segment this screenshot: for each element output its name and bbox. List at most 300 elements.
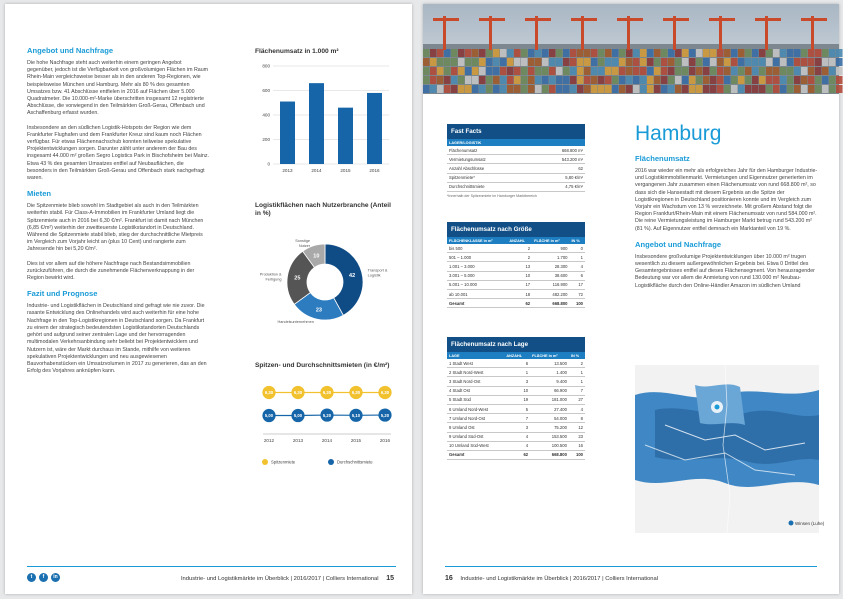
slice-category-label: Sonstige	[295, 239, 311, 244]
table-header-row	[447, 139, 585, 146]
container	[640, 58, 647, 66]
location-table-title: Flächenumsatz nach Lage	[447, 337, 585, 352]
table-row	[447, 271, 585, 280]
container	[829, 58, 836, 66]
container	[626, 49, 633, 57]
container	[780, 49, 787, 57]
container	[766, 85, 773, 93]
crane-boom	[801, 18, 827, 21]
left-footer	[5, 562, 412, 594]
container	[724, 76, 731, 84]
container	[500, 49, 507, 57]
container	[696, 76, 703, 84]
container	[500, 58, 507, 66]
container	[682, 58, 689, 66]
data-label: 6,30	[293, 390, 303, 396]
container	[745, 49, 752, 57]
container	[759, 49, 766, 57]
container	[780, 58, 787, 66]
container	[430, 49, 437, 57]
location-grid	[447, 352, 585, 460]
table-row	[447, 395, 585, 404]
container	[451, 85, 458, 93]
table-cell: 1.400	[530, 368, 569, 377]
container	[542, 58, 549, 66]
table-cell: 5 Stadt Süd	[447, 395, 504, 404]
container	[598, 67, 605, 75]
container	[563, 85, 570, 93]
container	[773, 67, 780, 75]
container	[563, 76, 570, 84]
container	[507, 49, 514, 57]
table-cell: ab 10.001	[447, 289, 507, 298]
twitter-icon[interactable]: t	[27, 573, 36, 582]
container	[682, 76, 689, 84]
container	[808, 67, 815, 75]
container	[584, 67, 591, 75]
table-cell: 28.300	[532, 262, 569, 271]
container	[591, 67, 598, 75]
container	[787, 58, 794, 66]
table-cell: 5	[504, 404, 530, 413]
container	[780, 85, 787, 93]
table-cell: 13.500	[530, 359, 569, 368]
column-header: FLÄCHENKLASSE in m²	[447, 237, 507, 244]
table-cell: 5,80 €/m²	[532, 173, 585, 182]
table-cell: 3	[504, 377, 530, 386]
table-cell: Spitzenmiete*	[447, 173, 532, 182]
slice-value-label: 10	[313, 253, 320, 260]
data-label: 6,30	[351, 390, 361, 396]
container	[598, 58, 605, 66]
table-cell: 10 Umland Süd-West	[447, 441, 504, 450]
container	[633, 49, 640, 57]
container	[423, 58, 430, 66]
x-tick-label: 2014	[321, 438, 333, 443]
fast-facts-note: *Innerhalb der Spitzenmiete im Hamburger Marktbereich	[447, 193, 537, 198]
table-row	[447, 289, 585, 298]
container	[521, 58, 528, 66]
table-cell: 4 Stadt Ost	[447, 386, 504, 395]
container	[801, 58, 808, 66]
facebook-icon[interactable]: f	[39, 573, 48, 582]
crane-boom	[525, 18, 551, 21]
container	[661, 76, 668, 84]
container	[689, 76, 696, 84]
table-cell: 482.200	[532, 289, 569, 298]
x-tick-label: 2013	[292, 438, 304, 443]
table-header-row	[447, 352, 585, 359]
container	[745, 58, 752, 66]
container	[563, 58, 570, 66]
container	[633, 58, 640, 66]
table-cell: 3 Stadt Nord-Ost	[447, 377, 504, 386]
container	[458, 58, 465, 66]
container	[731, 85, 738, 93]
table-cell: 72	[570, 289, 586, 298]
container	[668, 49, 675, 57]
container	[808, 76, 815, 84]
container	[675, 67, 682, 75]
container	[815, 85, 822, 93]
container	[605, 49, 612, 57]
container	[675, 85, 682, 93]
table-cell: 7 Umland Nord-Ost	[447, 414, 504, 423]
container	[493, 49, 500, 57]
container	[647, 67, 654, 75]
container	[542, 85, 549, 93]
container	[486, 49, 493, 57]
container	[766, 67, 773, 75]
table-header-row	[447, 237, 585, 244]
container	[570, 67, 577, 75]
container	[759, 58, 766, 66]
table-cell: 1	[569, 368, 585, 377]
container	[647, 58, 654, 66]
bar-chart-title: Flächenumsatz in 1.000 m²	[255, 48, 339, 55]
container	[598, 76, 605, 84]
bar-chart	[255, 60, 395, 178]
bar-2013	[280, 102, 295, 164]
container	[563, 49, 570, 57]
container	[486, 76, 493, 84]
container	[591, 49, 598, 57]
table-cell: 4	[569, 404, 585, 413]
container	[556, 58, 563, 66]
container	[556, 49, 563, 57]
container	[472, 76, 479, 84]
bar-2014	[309, 83, 324, 164]
data-label: 5,10	[351, 412, 361, 418]
table-cell: 8	[569, 414, 585, 423]
container	[472, 67, 479, 75]
size-table-title: Flächenumsatz nach Größe	[447, 222, 585, 237]
container	[787, 85, 794, 93]
container	[521, 76, 528, 84]
container	[570, 58, 577, 66]
container	[549, 76, 556, 84]
table-cell: Vermietungsumsatz	[447, 155, 532, 164]
container	[514, 76, 521, 84]
container	[437, 58, 444, 66]
container	[458, 49, 465, 57]
container	[535, 76, 542, 84]
fast-facts-grid	[447, 139, 585, 192]
container	[458, 85, 465, 93]
crane-boom	[709, 18, 735, 21]
container	[794, 76, 801, 84]
container	[696, 49, 703, 57]
rent-chart	[255, 376, 395, 472]
rent-chart-title: Spitzen- und Durchschnittsmieten (in €/m²)	[255, 362, 390, 369]
container	[808, 58, 815, 66]
container	[766, 58, 773, 66]
container	[682, 49, 689, 57]
container	[668, 85, 675, 93]
container	[759, 67, 766, 75]
y-tick-label: 200	[262, 137, 270, 143]
data-label: 6,30	[380, 390, 390, 396]
table-cell: 100	[570, 299, 586, 308]
container	[647, 76, 654, 84]
container	[493, 67, 500, 75]
table-cell: 1	[504, 368, 530, 377]
paragraph: Die hohe Nachfrage steht auch weiterhin einem geringen Angebot gegenüber, jedoch ist die Verfügbarkeit von großvolumigen Flächen im Raum Rhein-Main vergleichsweise besser als in den anderen Top-Regionen, wie beispielsweise München und Hamburg. Mehr als 80 % des gesamten Umsatzes bzw. 41 Abschlüsse entfielen in 2016 auf Flächen über 5.000 Quadratmeter. Die 10.000-m²-Marke überschritten insgesamt 12 registrierte Abschlüsse, die vorwiegend in den Teilmärkten Groß-Gerau, Offenbach und Aschaffenburg erfasst wurden.	[27, 60, 209, 117]
table-cell: 116.900	[532, 280, 569, 289]
table-cell: 27	[569, 395, 585, 404]
table-cell: 12	[569, 423, 585, 432]
table-cell: Gesamt	[447, 450, 504, 459]
container	[465, 85, 472, 93]
container	[654, 67, 661, 75]
table-cell: 16	[569, 441, 585, 450]
container	[528, 49, 535, 57]
container	[703, 58, 710, 66]
container	[829, 67, 836, 75]
container	[528, 58, 535, 66]
container	[556, 76, 563, 84]
column-header: LAGE	[447, 352, 504, 359]
legend-label: Spitzenmiete	[271, 459, 296, 465]
container	[472, 49, 479, 57]
footer-rule	[27, 566, 396, 567]
container	[668, 58, 675, 66]
container	[738, 85, 745, 93]
container	[794, 85, 801, 93]
table-cell: 100	[569, 450, 585, 459]
table-cell: 181.000	[530, 395, 569, 404]
container	[619, 49, 626, 57]
hamburg-map	[635, 365, 825, 533]
container	[815, 49, 822, 57]
container	[437, 67, 444, 75]
table-cell: 7	[504, 414, 530, 423]
crane-boom	[479, 18, 505, 21]
container	[444, 58, 451, 66]
container	[612, 67, 619, 75]
container	[507, 85, 514, 93]
container	[654, 49, 661, 57]
x-tick-label: 2016	[379, 438, 391, 443]
container	[556, 85, 563, 93]
container	[738, 49, 745, 57]
container	[766, 49, 773, 57]
container	[815, 58, 822, 66]
container	[528, 85, 535, 93]
table-cell: 62	[532, 164, 585, 173]
container	[717, 85, 724, 93]
table-cell: 1 Stadt West	[447, 359, 504, 368]
crane-mast	[443, 16, 446, 50]
container	[794, 67, 801, 75]
container	[444, 76, 451, 84]
table-row	[447, 182, 585, 191]
table-cell: 9 Umland Süd-Ost	[447, 432, 504, 441]
container	[752, 76, 759, 84]
container	[661, 58, 668, 66]
data-label: 5,00	[264, 413, 274, 419]
container	[479, 67, 486, 75]
container	[451, 76, 458, 84]
table-cell: 3.001 – 5.000	[447, 271, 507, 280]
footer-caption: Industrie- und Logistikmärkte im Überblick | 2016/2017 | Colliers International	[460, 576, 659, 582]
bar-chart-block	[255, 48, 395, 178]
container	[507, 67, 514, 75]
table-cell: Durchschnittsmiete	[447, 182, 532, 191]
container	[549, 85, 556, 93]
container	[836, 67, 843, 75]
container	[612, 76, 619, 84]
container	[759, 76, 766, 84]
container	[633, 67, 640, 75]
container	[598, 49, 605, 57]
table-cell: 6 Umland Nord-West	[447, 404, 504, 413]
table-row	[447, 377, 585, 386]
legend-label: Durchschnittsmiete	[337, 459, 373, 465]
crane-boom	[571, 18, 597, 21]
container	[661, 67, 668, 75]
data-label: 5,20	[380, 412, 390, 418]
paragraph: Dies ist vor allem auf die höhere Nachfrage nach Bestandsimmobilien zurückzuführen, die durch die zunehmende Flächenverknappung in der Region bewirkt wird.	[27, 260, 195, 282]
container	[570, 85, 577, 93]
left-page	[5, 4, 412, 594]
container	[689, 58, 696, 66]
table-total-row	[447, 299, 585, 308]
container	[472, 58, 479, 66]
table-cell: 2	[507, 244, 532, 253]
footer-text	[181, 575, 394, 582]
table-cell: 1.700	[532, 253, 569, 262]
data-label: 6,30	[322, 390, 332, 396]
section-heading: Fazit und Prognose	[27, 289, 98, 299]
container	[493, 76, 500, 84]
container	[451, 49, 458, 57]
container	[710, 58, 717, 66]
container	[549, 67, 556, 75]
container	[710, 76, 717, 84]
y-tick-label: 800	[262, 63, 270, 69]
container	[787, 67, 794, 75]
container	[570, 76, 577, 84]
container	[675, 58, 682, 66]
footer-caption: Industrie- und Logistikmärkte im Überblick | 2016/2017 | Colliers International	[180, 576, 379, 582]
container	[591, 76, 598, 84]
container	[465, 67, 472, 75]
container	[696, 58, 703, 66]
linkedin-icon[interactable]: in	[51, 573, 60, 582]
x-tick-label: 2015	[340, 168, 351, 173]
container	[514, 58, 521, 66]
container	[486, 67, 493, 75]
container	[612, 49, 619, 57]
container	[577, 58, 584, 66]
container	[465, 76, 472, 84]
slice-value-label: 23	[315, 307, 322, 314]
table-cell: 2	[507, 253, 532, 262]
container	[549, 58, 556, 66]
location-rows	[447, 359, 585, 460]
container	[584, 85, 591, 93]
container	[822, 58, 829, 66]
container	[717, 58, 724, 66]
footer-rule	[445, 566, 817, 567]
container	[612, 85, 619, 93]
container	[423, 85, 430, 93]
container	[668, 67, 675, 75]
bar-2016	[367, 93, 382, 164]
table-cell: 6	[504, 359, 530, 368]
table-cell: 8 Umland Ost	[447, 423, 504, 432]
container	[514, 49, 521, 57]
container	[528, 76, 535, 84]
table-cell: 3	[504, 423, 530, 432]
right-text-column	[635, 122, 819, 297]
table-row	[447, 146, 585, 155]
container	[514, 85, 521, 93]
container	[829, 49, 836, 57]
container	[479, 58, 486, 66]
container	[535, 58, 542, 66]
container	[444, 67, 451, 75]
container	[563, 67, 570, 75]
container	[773, 76, 780, 84]
container	[542, 49, 549, 57]
container	[752, 67, 759, 75]
slice-value-label: 42	[349, 273, 356, 280]
container	[654, 85, 661, 93]
container	[514, 67, 521, 75]
container	[752, 58, 759, 66]
container	[605, 67, 612, 75]
container	[759, 85, 766, 93]
container	[507, 58, 514, 66]
legend-swatch	[328, 459, 334, 465]
donut-chart-block	[255, 202, 395, 338]
table-cell: 7	[569, 386, 585, 395]
table-row	[447, 280, 585, 289]
slice-category-label: Nutzer	[298, 244, 311, 249]
paragraph: Die Spitzenmiete blieb sowohl im Stadtgebiet als auch in den Teilmärkten weiterhin stabil. Für Class-A-Immobilien im Frankfurter Umland liegt die Spitzenmiete auch in 2016 bei 6,30 €/m². Frankfurt ist damit nach München (6,85 €/m²) weiterhin der zweitteuerste Logistikstandort in Deutschland. Während die Spitzenmiete stabil blieb, stieg der durchschnittliche Mietpreis im Vergleich zum Vorjahr leicht an (plus 10 Cent) und rangierte zum Jahresende hin bei 5,20 €/m².	[27, 203, 204, 253]
slice-category-label: Logistik	[367, 273, 381, 278]
container	[577, 76, 584, 84]
container	[703, 67, 710, 75]
container	[745, 76, 752, 84]
table-cell: 18	[507, 289, 532, 298]
table-row	[447, 244, 585, 253]
container	[731, 76, 738, 84]
container	[675, 76, 682, 84]
container	[703, 49, 710, 57]
container	[640, 49, 647, 57]
container	[822, 49, 829, 57]
container	[724, 85, 731, 93]
fast-facts-rows	[447, 146, 585, 191]
container	[752, 85, 759, 93]
slice-category-label: Transport &	[367, 268, 388, 273]
size-rows	[447, 244, 585, 308]
container	[626, 58, 633, 66]
container	[479, 76, 486, 84]
table-cell: 4	[504, 432, 530, 441]
container	[815, 76, 822, 84]
x-tick-label: 2014	[311, 168, 322, 173]
donut-chart	[255, 220, 395, 338]
city-title: Hamburg	[635, 122, 722, 145]
container	[696, 85, 703, 93]
container	[619, 67, 626, 75]
container	[619, 58, 626, 66]
container	[724, 58, 731, 66]
